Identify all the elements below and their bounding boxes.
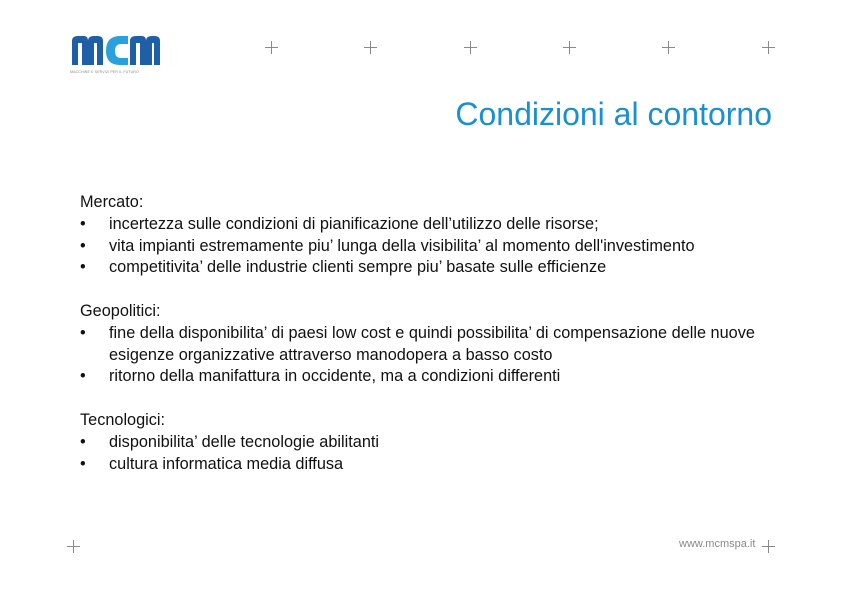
bullet-text: cultura informatica media diffusa [109, 454, 344, 473]
list-item [80, 432, 780, 454]
decorative-cross-icon [265, 41, 278, 54]
decorative-cross-icon [762, 41, 775, 54]
section-title: Mercato: [80, 193, 144, 211]
company-logo [70, 33, 162, 79]
section-title: Tecnologici: [80, 410, 166, 429]
decorative-cross-icon [563, 41, 576, 54]
slide-title: Condizioni al contorno [455, 96, 772, 132]
list-item [80, 214, 780, 236]
bullet-icon: • [80, 258, 86, 277]
decorative-cross-icon [464, 41, 477, 54]
bullet-text: competitivita’ delle industrie clienti sempre piu’ basate sulle efficienze [109, 258, 607, 277]
bullet-text: disponibilita’ delle tecnologie abilitanti [109, 432, 380, 451]
footer-website-url: www.mcmspa.it [679, 538, 756, 550]
bullet-icon: • [80, 454, 86, 473]
section-title: Geopolitici: [80, 301, 161, 320]
bullet-icon: • [80, 432, 86, 451]
bullet-icon: • [80, 323, 86, 342]
decorative-cross-icon [364, 41, 377, 54]
section-mercato [80, 192, 780, 279]
decorative-cross-icon [662, 41, 675, 54]
decorative-cross-icon [762, 540, 775, 553]
bullet-icon: • [80, 367, 86, 386]
bullet-text: ritorno della manifattura in occidente, ma a condizioni differenti [109, 367, 561, 386]
list-item [80, 257, 780, 279]
slide-content [80, 192, 780, 497]
bullet-icon: • [80, 214, 86, 233]
list-item [80, 454, 780, 476]
list-item [80, 236, 780, 258]
logo-caption: MACCHINE E SERVIZI PER IL FUTURO [70, 70, 139, 74]
mcm-logo-mark [70, 33, 162, 67]
bullet-text: vita impianti estremamente piu’ lunga della visibilita’ al momento dell'investimento [109, 236, 695, 255]
decorative-cross-icon [67, 540, 80, 553]
section-geopolitici [80, 301, 780, 388]
list-item [80, 366, 780, 388]
list-item [80, 323, 780, 367]
bullet-text: incertezza sulle condizioni di pianificazione dell’utilizzo delle risorse; [109, 214, 599, 233]
bullet-text: fine della disponibilita’ di paesi low cost e quindi possibilita’ di compensazione delle nuove esigenze organizzative attraverso manodopera a basso costo [109, 323, 755, 364]
bullet-icon: • [80, 236, 86, 255]
section-tecnologici [80, 410, 780, 475]
